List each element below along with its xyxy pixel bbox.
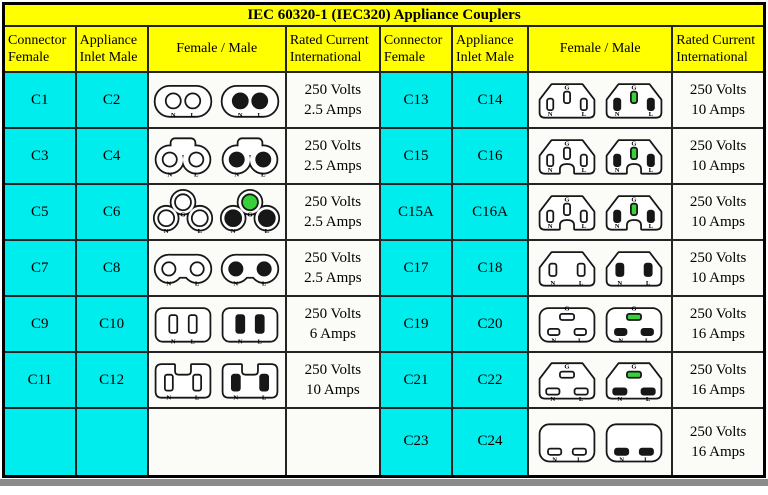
rated-current-cell	[672, 240, 764, 296]
svg-text:N: N	[614, 222, 620, 230]
female-male-diagram-cell	[528, 352, 672, 408]
female-male-diagram-cell	[528, 408, 672, 476]
connector-female-cell: C15A	[380, 184, 452, 240]
svg-text:N: N	[617, 279, 622, 287]
rated-current-line: 10 Amps	[691, 158, 745, 174]
rated-current-cell	[286, 240, 380, 296]
c11-male-face-icon	[218, 357, 282, 403]
svg-text:G: G	[247, 211, 253, 219]
c5-female-face-icon	[151, 189, 215, 235]
female-male-diagram-cell	[528, 72, 672, 128]
svg-text:L: L	[197, 228, 203, 235]
connector-female-cell: C5	[4, 184, 76, 240]
svg-text:G: G	[564, 84, 570, 92]
c7-male-face-icon	[218, 245, 282, 291]
table-title: IEC 60320-1 (IEC320) Appliance Couplers	[4, 4, 765, 27]
rated-current-line: 16 Amps	[691, 382, 745, 398]
coupler-pair	[149, 301, 285, 347]
rated-current-cell	[672, 408, 764, 476]
svg-text:N: N	[171, 338, 176, 346]
rated-current-line: 2.5 Amps	[304, 102, 362, 118]
c15-male-face-icon	[602, 133, 666, 179]
rated-current-cell	[672, 352, 764, 408]
female-male-diagram-cell	[148, 352, 286, 408]
rated-current-cell	[286, 184, 380, 240]
c15-female-face-icon	[535, 133, 599, 179]
coupler-pair	[529, 245, 671, 291]
c17-male-face-icon	[602, 245, 666, 291]
inlet-male-cell: C6	[76, 184, 148, 240]
rated-current-line: 250 Volts	[689, 305, 747, 322]
coupler-table	[2, 2, 766, 478]
rated-current-line: 250 Volts	[304, 361, 362, 378]
svg-text:L: L	[645, 396, 651, 403]
title-row	[4, 4, 765, 27]
coupler-pair	[529, 133, 671, 179]
svg-text:N: N	[551, 456, 557, 464]
rated-current-line: 250 Volts	[689, 249, 747, 266]
inlet-male-cell	[76, 408, 148, 476]
female-male-diagram-cell	[528, 184, 672, 240]
svg-text:L: L	[261, 171, 266, 179]
connector-female-cell: C13	[380, 72, 452, 128]
svg-text:G: G	[564, 140, 570, 148]
c9-male-face-icon	[218, 301, 282, 347]
c23-male-face-icon	[602, 419, 666, 465]
svg-text:N: N	[233, 394, 239, 402]
inlet-male-cell: C12	[76, 352, 148, 408]
svg-text:N: N	[550, 337, 556, 345]
c1-male-face-icon	[218, 77, 282, 123]
svg-text:L: L	[264, 228, 270, 235]
svg-text:N: N	[231, 228, 236, 235]
bottom-strip	[0, 479, 768, 486]
connector-female-cell: C15	[380, 128, 452, 184]
inlet-male-cell: C8	[76, 240, 148, 296]
coupler-pair	[149, 245, 285, 291]
c19-male-face-icon	[602, 301, 666, 347]
rated-current-cell	[286, 352, 380, 408]
svg-text:L: L	[194, 171, 199, 179]
rated-current-line: 6 Amps	[309, 326, 356, 342]
coupler-pair	[149, 133, 285, 179]
connector-female-cell: C21	[380, 352, 452, 408]
svg-text:N: N	[614, 110, 620, 118]
svg-text:L: L	[644, 337, 650, 345]
rated-current-line: 250 Volts	[689, 193, 747, 210]
female-male-diagram-cell	[148, 184, 286, 240]
svg-text:N: N	[171, 111, 176, 119]
table-row	[4, 408, 765, 476]
inlet-male-cell: C16A	[452, 184, 528, 240]
inlet-male-cell: C10	[76, 296, 148, 352]
svg-text:L: L	[648, 166, 653, 174]
svg-text:N: N	[166, 394, 172, 402]
svg-text:L: L	[190, 338, 196, 346]
c9-female-face-icon	[151, 301, 215, 347]
rated-current-line: 250 Volts	[304, 137, 362, 154]
svg-text:L: L	[581, 222, 586, 230]
c7-female-face-icon	[151, 245, 215, 291]
rated-current-cell	[672, 296, 764, 352]
column-header: Rated Current International	[286, 26, 380, 72]
connector-female-cell: C3	[4, 128, 76, 184]
c5-male-face-icon	[218, 189, 282, 235]
connector-female-cell: C7	[4, 240, 76, 296]
svg-text:L: L	[648, 222, 653, 230]
svg-text:N: N	[238, 111, 243, 119]
rated-current-line: 10 Amps	[691, 270, 745, 286]
inlet-male-cell: C22	[452, 352, 528, 408]
c1-female-face-icon	[151, 77, 215, 123]
inlet-male-cell: C4	[76, 128, 148, 184]
column-header: Connector Female	[380, 26, 452, 72]
column-header: Appliance Inlet Male	[452, 26, 528, 72]
connector-female-cell: C17	[380, 240, 452, 296]
svg-text:N: N	[547, 110, 553, 118]
svg-text:L: L	[581, 166, 586, 174]
header-row	[4, 26, 765, 72]
connector-female-cell: C11	[4, 352, 76, 408]
coupler-pair	[149, 357, 285, 403]
svg-text:N: N	[547, 222, 553, 230]
c17-female-face-icon	[535, 245, 599, 291]
table-row	[4, 128, 765, 184]
inlet-male-cell: C24	[452, 408, 528, 476]
svg-text:G: G	[564, 363, 570, 371]
svg-text:N: N	[547, 166, 553, 174]
coupler-pair	[529, 189, 671, 235]
c15-female-face-icon	[535, 189, 599, 235]
table-row	[4, 352, 765, 408]
svg-text:G: G	[631, 305, 637, 313]
rated-current-line: 250 Volts	[689, 423, 747, 440]
inlet-male-cell: C20	[452, 296, 528, 352]
female-male-diagram-cell	[148, 128, 286, 184]
female-male-diagram-cell	[148, 408, 286, 476]
coupler-pair	[529, 357, 671, 403]
svg-text:G: G	[180, 211, 186, 219]
rated-current-line: 2.5 Amps	[304, 270, 362, 286]
table-row	[4, 184, 765, 240]
rated-current-cell	[672, 128, 764, 184]
svg-text:N: N	[164, 228, 169, 235]
rated-current-line: 250 Volts	[304, 249, 362, 266]
female-male-diagram-cell	[528, 128, 672, 184]
svg-text:L: L	[190, 111, 196, 119]
svg-text:N: N	[618, 456, 624, 464]
column-header: Appliance Inlet Male	[76, 26, 148, 72]
svg-text:N: N	[617, 337, 623, 345]
female-male-diagram-cell	[148, 72, 286, 128]
svg-text:G: G	[631, 196, 637, 204]
rated-current-line: 10 Amps	[691, 214, 745, 230]
rated-current-line: 250 Volts	[689, 137, 747, 154]
svg-text:G: G	[631, 84, 637, 92]
rated-current-cell	[672, 72, 764, 128]
connector-female-cell: C19	[380, 296, 452, 352]
inlet-male-cell: C2	[76, 72, 148, 128]
inlet-male-cell: C16	[452, 128, 528, 184]
svg-text:L: L	[577, 337, 583, 345]
female-male-diagram-cell	[528, 296, 672, 352]
rated-current-cell	[286, 408, 380, 476]
connector-female-cell	[4, 408, 76, 476]
table-row	[4, 240, 765, 296]
svg-text:N: N	[550, 396, 555, 403]
female-male-diagram-cell	[528, 240, 672, 296]
table-row	[4, 72, 765, 128]
svg-text:N: N	[614, 166, 620, 174]
rated-current-cell	[286, 72, 380, 128]
c13-female-face-icon	[535, 77, 599, 123]
c3-male-face-icon	[218, 133, 282, 179]
c11-female-face-icon	[151, 357, 215, 403]
svg-text:L: L	[581, 110, 586, 118]
connector-female-cell: C23	[380, 408, 452, 476]
column-header: Rated Current International	[672, 26, 764, 72]
rated-current-line: 2.5 Amps	[304, 214, 362, 230]
rated-current-line: 2.5 Amps	[304, 158, 362, 174]
svg-text:N: N	[550, 279, 555, 287]
coupler-pair	[529, 301, 671, 347]
svg-text:L: L	[648, 110, 653, 118]
rated-current-line: 250 Volts	[304, 193, 362, 210]
inlet-male-cell: C14	[452, 72, 528, 128]
svg-text:L: L	[257, 111, 263, 119]
rated-current-line: 10 Amps	[691, 102, 745, 118]
svg-text:N: N	[617, 396, 622, 403]
c13-male-face-icon	[602, 77, 666, 123]
c21-female-face-icon	[535, 357, 599, 403]
table-row	[4, 296, 765, 352]
coupler-pair	[149, 189, 285, 235]
column-header: Female / Male	[148, 26, 286, 72]
svg-text:L: L	[257, 338, 263, 346]
rated-current-cell	[286, 296, 380, 352]
c23-female-face-icon	[535, 419, 599, 465]
rated-current-line: 250 Volts	[304, 305, 362, 322]
coupler-pair	[529, 77, 671, 123]
svg-text:L: L	[195, 280, 200, 288]
svg-text:G: G	[631, 363, 637, 371]
rated-current-line: 250 Volts	[304, 81, 362, 98]
svg-text:L: L	[262, 394, 267, 402]
connector-female-cell: C1	[4, 72, 76, 128]
c19-female-face-icon	[535, 301, 599, 347]
svg-text:G: G	[631, 140, 637, 148]
svg-text:G: G	[564, 305, 570, 313]
svg-text:L: L	[578, 396, 584, 403]
inlet-male-cell: C18	[452, 240, 528, 296]
svg-text:L: L	[576, 456, 582, 464]
svg-text:N: N	[166, 280, 172, 288]
rated-current-cell	[672, 184, 764, 240]
coupler-pair	[149, 77, 285, 123]
svg-text:N: N	[238, 338, 243, 346]
female-male-diagram-cell	[148, 240, 286, 296]
rated-current-line: 250 Volts	[689, 361, 747, 378]
table-body	[4, 72, 765, 476]
column-header: Connector Female	[4, 26, 76, 72]
coupler-pair	[529, 419, 671, 465]
svg-text:N: N	[167, 171, 173, 179]
connector-female-cell: C9	[4, 296, 76, 352]
svg-text:L: L	[195, 394, 200, 402]
rated-current-line: 250 Volts	[689, 81, 747, 98]
c21-male-face-icon	[602, 357, 666, 403]
column-header: Female / Male	[528, 26, 672, 72]
svg-text:N: N	[234, 171, 240, 179]
rated-current-line: 16 Amps	[691, 443, 745, 460]
c15-male-face-icon	[602, 189, 666, 235]
svg-text:L: L	[262, 280, 267, 288]
svg-text:G: G	[564, 196, 570, 204]
c3-female-face-icon	[151, 133, 215, 179]
rated-current-line: 16 Amps	[691, 326, 745, 342]
female-male-diagram-cell	[148, 296, 286, 352]
svg-text:L: L	[645, 279, 651, 287]
rated-current-cell	[286, 128, 380, 184]
rated-current-line: 10 Amps	[305, 382, 360, 398]
svg-text:L: L	[578, 279, 584, 287]
svg-text:N: N	[233, 280, 239, 288]
svg-text:L: L	[643, 456, 649, 464]
